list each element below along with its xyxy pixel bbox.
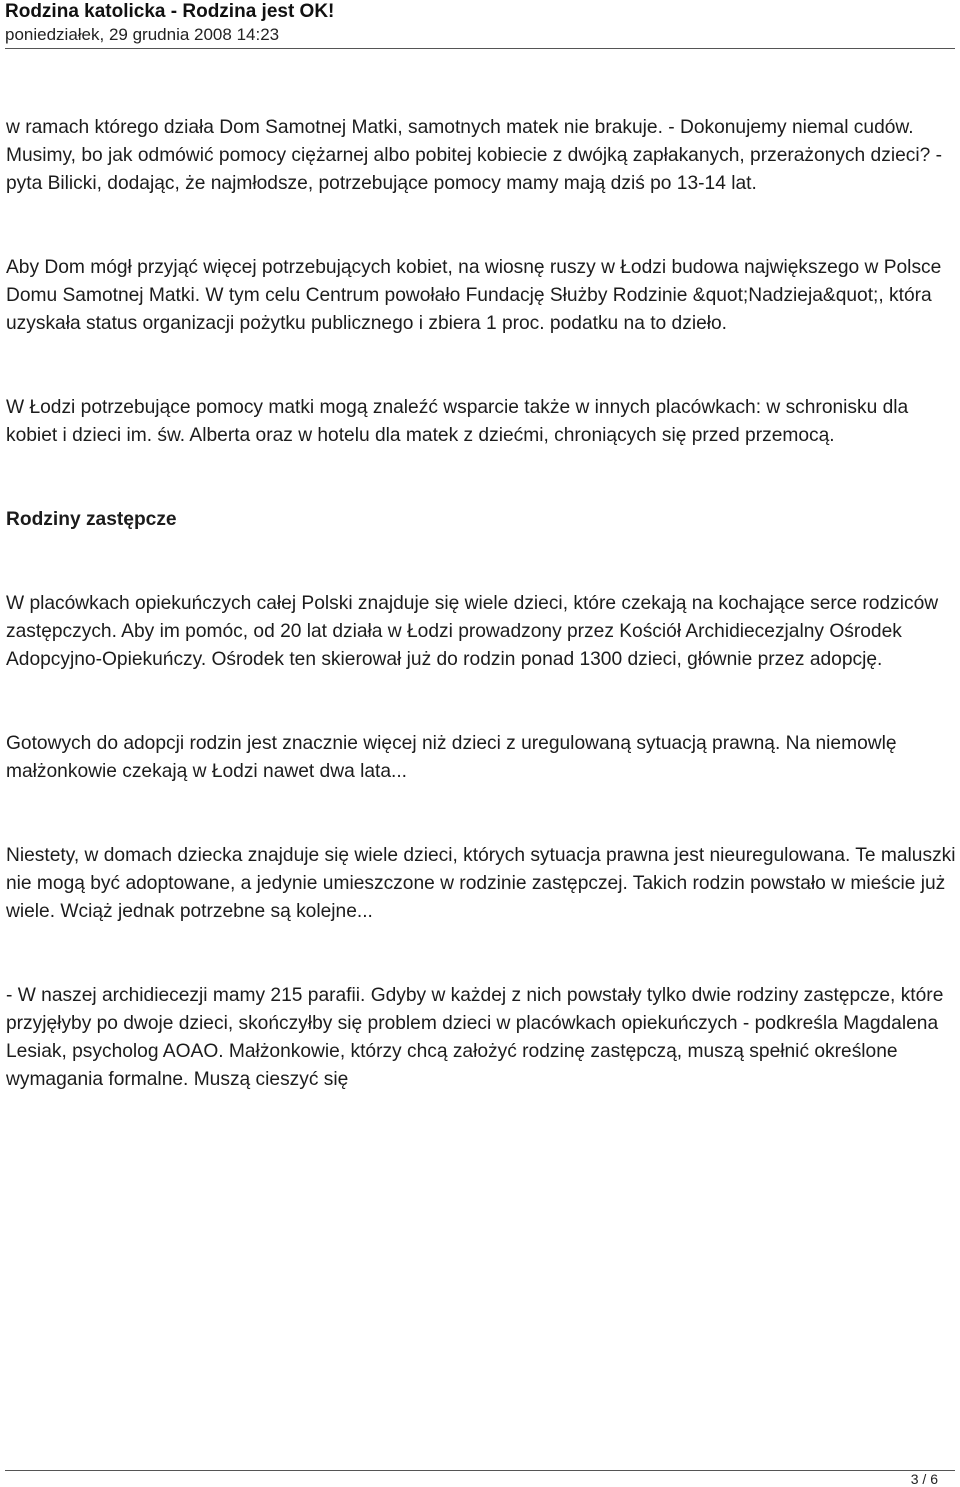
header-divider <box>5 48 955 49</box>
paragraph-1: w ramach którego działa Dom Samotnej Matki, samotnych matek nie brakuje. - Dokonujemy niemal cudów. Musimy, bo jak odmówić pomocy ciężarnej albo pobitej kobiecie z dwójką zapłakanych, przerażonych dzieci? - pyta Bilicki, dodając, że najmłodsze, potrzebujące pomocy mamy mają dziś po 13-14 lat. <box>6 117 943 194</box>
paragraph-spacer <box>6 674 956 730</box>
paragraph-4: W placówkach opiekuńczych całej Polski znajduje się wiele dzieci, które czekają na kochające serce rodziców zastępczych. Aby im pomóc, od 20 lat działa w Łodzi prowadzony przez Kościół Archidiecezjalny Ośrodek Adopcyjno-Opiekuńczy. Ośrodek ten skierował już do rodzin ponad 1300 dzieci, głównie przez adopcję. <box>6 593 939 670</box>
paragraph-spacer <box>6 338 956 394</box>
paragraph-7: - W naszej archidiecezji mamy 215 parafii. Gdyby w każdej z nich powstały tylko dwie rodziny zastępcze, które przyjęłyby po dwoje dzieci, skończyłby się problem dzieci w placówkach opiekuńczych - podkreśla Magdalena Lesiak, psycholog AOAO. Małżonkowie, którzy chcą założyć rodzinę zastępczą, muszą spełnić określone wymagania formalne. Muszą cieszyć się <box>6 985 944 1090</box>
paragraph-spacer <box>6 786 956 842</box>
footer-divider <box>5 1470 955 1471</box>
paragraph-spacer <box>6 926 956 982</box>
paragraph-6: Niestety, w domach dziecka znajduje się wiele dzieci, których sytuacja prawna jest nieuregulowana. Te maluszki nie mogą być adoptowane, a jedynie umieszczone w rodzinie zastępczej. Takich rodzin powstało w mieście już wiele. Wciąż jednak potrzebne są kolejne... <box>6 845 956 922</box>
page-number: 3 / 6 <box>910 1471 938 1487</box>
section-heading: Rodziny zastępcze <box>6 509 177 530</box>
paragraph-spacer <box>6 450 956 506</box>
article-body <box>6 114 956 1094</box>
article-title: Rodzina katolicka - Rodzina jest OK! <box>5 1 335 22</box>
paragraph-3: W Łodzi potrzebujące pomocy matki mogą znaleźć wsparcie także w innych placówkach: w schronisku dla kobiet i dzieci im. św. Alberta oraz w hotelu dla matek z dziećmi, chroniących się przed przemocą. <box>6 397 909 446</box>
paragraph-2: Aby Dom mógł przyjąć więcej potrzebujących kobiet, na wiosnę ruszy w Łodzi budowa największego w Polsce Domu Samotnej Matki. W tym celu Centrum powołało Fundację Służby Rodzinie &quot;Nadzieja&quot;, która uzyskała status organizacji pożytku publicznego i zbiera 1 proc. podatku na to dzieło. <box>6 257 942 334</box>
article-date: poniedziałek, 29 grudnia 2008 14:23 <box>5 25 280 44</box>
paragraph-spacer <box>6 198 956 254</box>
page-header <box>5 0 955 46</box>
paragraph-5: Gotowych do adopcji rodzin jest znacznie więcej niż dzieci z uregulowaną sytuacją prawną. Na niemowlę małżonkowie czekają w Łodzi nawet dwa lata... <box>6 733 897 782</box>
paragraph-spacer <box>6 534 956 590</box>
